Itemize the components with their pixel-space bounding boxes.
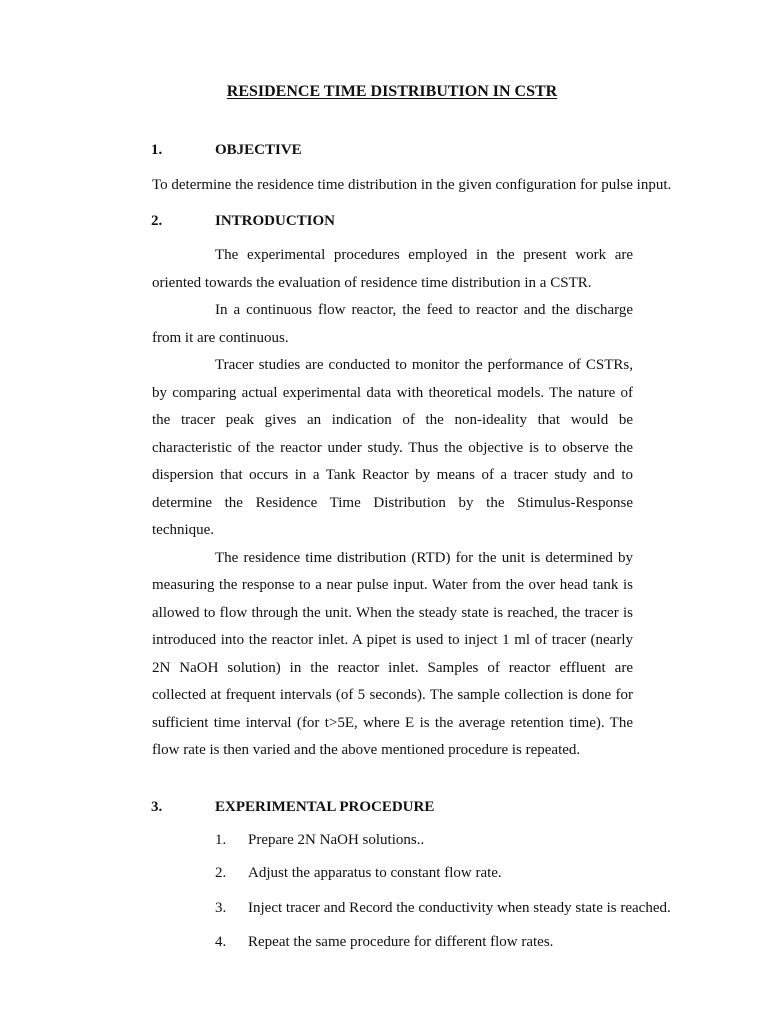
list-item: Prepare 2N NaOH solutions.. [248,832,425,848]
paragraph: Tracer studies are conducted to monitor the performance of CSTRs, by comparing actual experimental data with theoretical models. The nature of the tracer peak gives an indication of the non-ideality that would be characteristic of the reactor under study. Thus the objective is to observe the dispersion that occurs in a Tank Reactor by means of a tracer study and to determine the Residence Time Distribution by the Stimulus-Response technique. [152,357,633,538]
section-number: 3. [151,799,163,815]
paragraph: The residence time distribution (RTD) for the unit is determined by measuring the response to a near pulse input. Water from the over head tank is allowed to flow through the unit. When the steady state is reached, the tracer is introduced into the reactor inlet. A pipet is used to inject 1 ml of tracer (nearly 2N NaOH solution) in the reactor inlet. Samples of reactor effluent are collected at frequent intervals (of 5 seconds). The sample collection is done for sufficient time interval (for t>5E, where E is the average retention time). The flow rate is then varied and the above mentioned procedure is repeated. [152,549,633,758]
list-item-number: 2. [215,865,227,881]
objective-text: To determine the residence time distribution in the given configuration for pulse input. [152,177,672,193]
list-item: Repeat the same procedure for different flow rates. [248,934,554,950]
section-heading-objective: OBJECTIVE [215,142,302,158]
list-item-number: 1. [215,832,227,848]
list-item-number: 3. [215,900,227,916]
section-number: 1. [151,142,163,158]
section-heading-procedure: EXPERIMENTAL PROCEDURE [215,799,435,815]
section-heading-introduction: INTRODUCTION [215,213,336,229]
paragraph: The experimental procedures employed in the present work are oriented towards the evaluation of residence time distribution in a CSTR. [152,247,633,291]
introduction-body [152,242,633,765]
page-title: RESIDENCE TIME DISTRIBUTION IN CSTR [226,83,558,100]
section-number: 2. [151,213,163,229]
list-item: Adjust the apparatus to constant flow rate. [248,865,502,881]
paragraph: In a continuous flow reactor, the feed to reactor and the discharge from it are continuous. [152,302,633,346]
list-item-number: 4. [215,934,227,950]
list-item: Inject tracer and Record the conductivity when steady state is reached. [248,900,671,916]
